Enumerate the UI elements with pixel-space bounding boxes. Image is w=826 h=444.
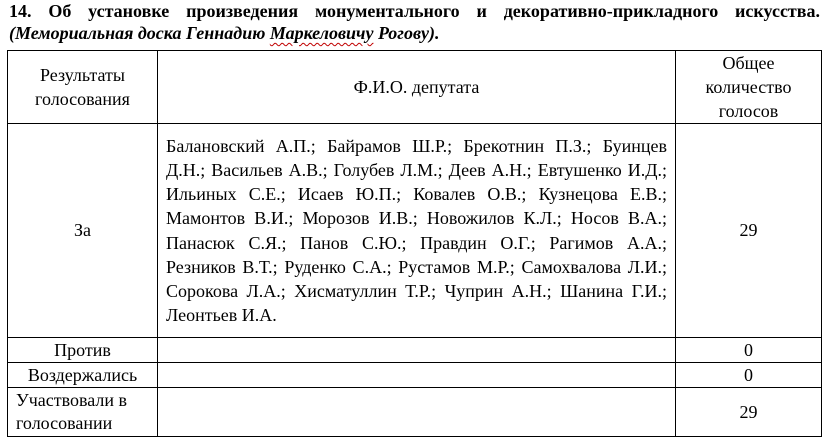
voting-results-table <box>7 50 822 437</box>
header-voting-results: Результаты голосования <box>8 51 158 124</box>
item-heading <box>9 0 820 44</box>
row-names-for: Балановский А.П.; Байрамов Ш.Р.; Брекотнин П.З.; Буинцев Д.Н.; Васильев А.В.; Голубев Л.М.; Деев А.Н.; Евтушенко И.Д.; Ильиных С.Е.; Исаев Ю.П.; Ковалев О.В.; Кузнецова Е.В.; Мамонтов В.И.; Морозов И.В.; Новожилов К.Л.; Носов В.А.; Панасюк С.Я.; Панов С.Ю.; Правдин О.Г.; Рагимов А.А.; Резников В.Т.; Руденко С.А.; Рустамов М.Р.; Самохвалова Л.И.; Сорокова Л.А.; Хисматуллин Т.Р.; Чуприн А.Н.; Шанина Г.И.; Леонтьев И.А. <box>158 124 676 338</box>
item-subject-start: (Мемориальная доска Геннадию <box>9 23 270 43</box>
table-row-abstained <box>8 363 822 388</box>
row-names-participated <box>158 388 676 437</box>
item-title: Об установке произведения монументального и декоративно-прикладного искусства. <box>48 1 820 21</box>
table-row-against <box>8 338 822 363</box>
header-total-votes: Общее количество голосов <box>676 51 822 124</box>
row-count-for: 29 <box>676 124 822 338</box>
row-count-abstained: 0 <box>676 363 822 388</box>
row-label-participated: Участвовали в голосовании <box>8 388 158 437</box>
row-label-for: За <box>8 124 158 338</box>
item-subject-spellcheck-word: Маркеловичу <box>269 23 374 43</box>
table-row-for <box>8 124 822 338</box>
header-deputy-names: Ф.И.О. депутата <box>158 51 676 124</box>
table-row-participated <box>8 388 822 437</box>
item-subject-end: Рогову). <box>373 23 440 43</box>
row-label-against: Против <box>8 338 158 363</box>
row-count-participated: 29 <box>676 388 822 437</box>
row-count-against: 0 <box>676 338 822 363</box>
table-header-row <box>8 51 822 124</box>
row-names-against <box>158 338 676 363</box>
row-label-abstained: Воздержались <box>8 363 158 388</box>
item-subject <box>9 23 439 43</box>
item-number: 14. <box>9 1 32 21</box>
row-names-abstained <box>158 363 676 388</box>
